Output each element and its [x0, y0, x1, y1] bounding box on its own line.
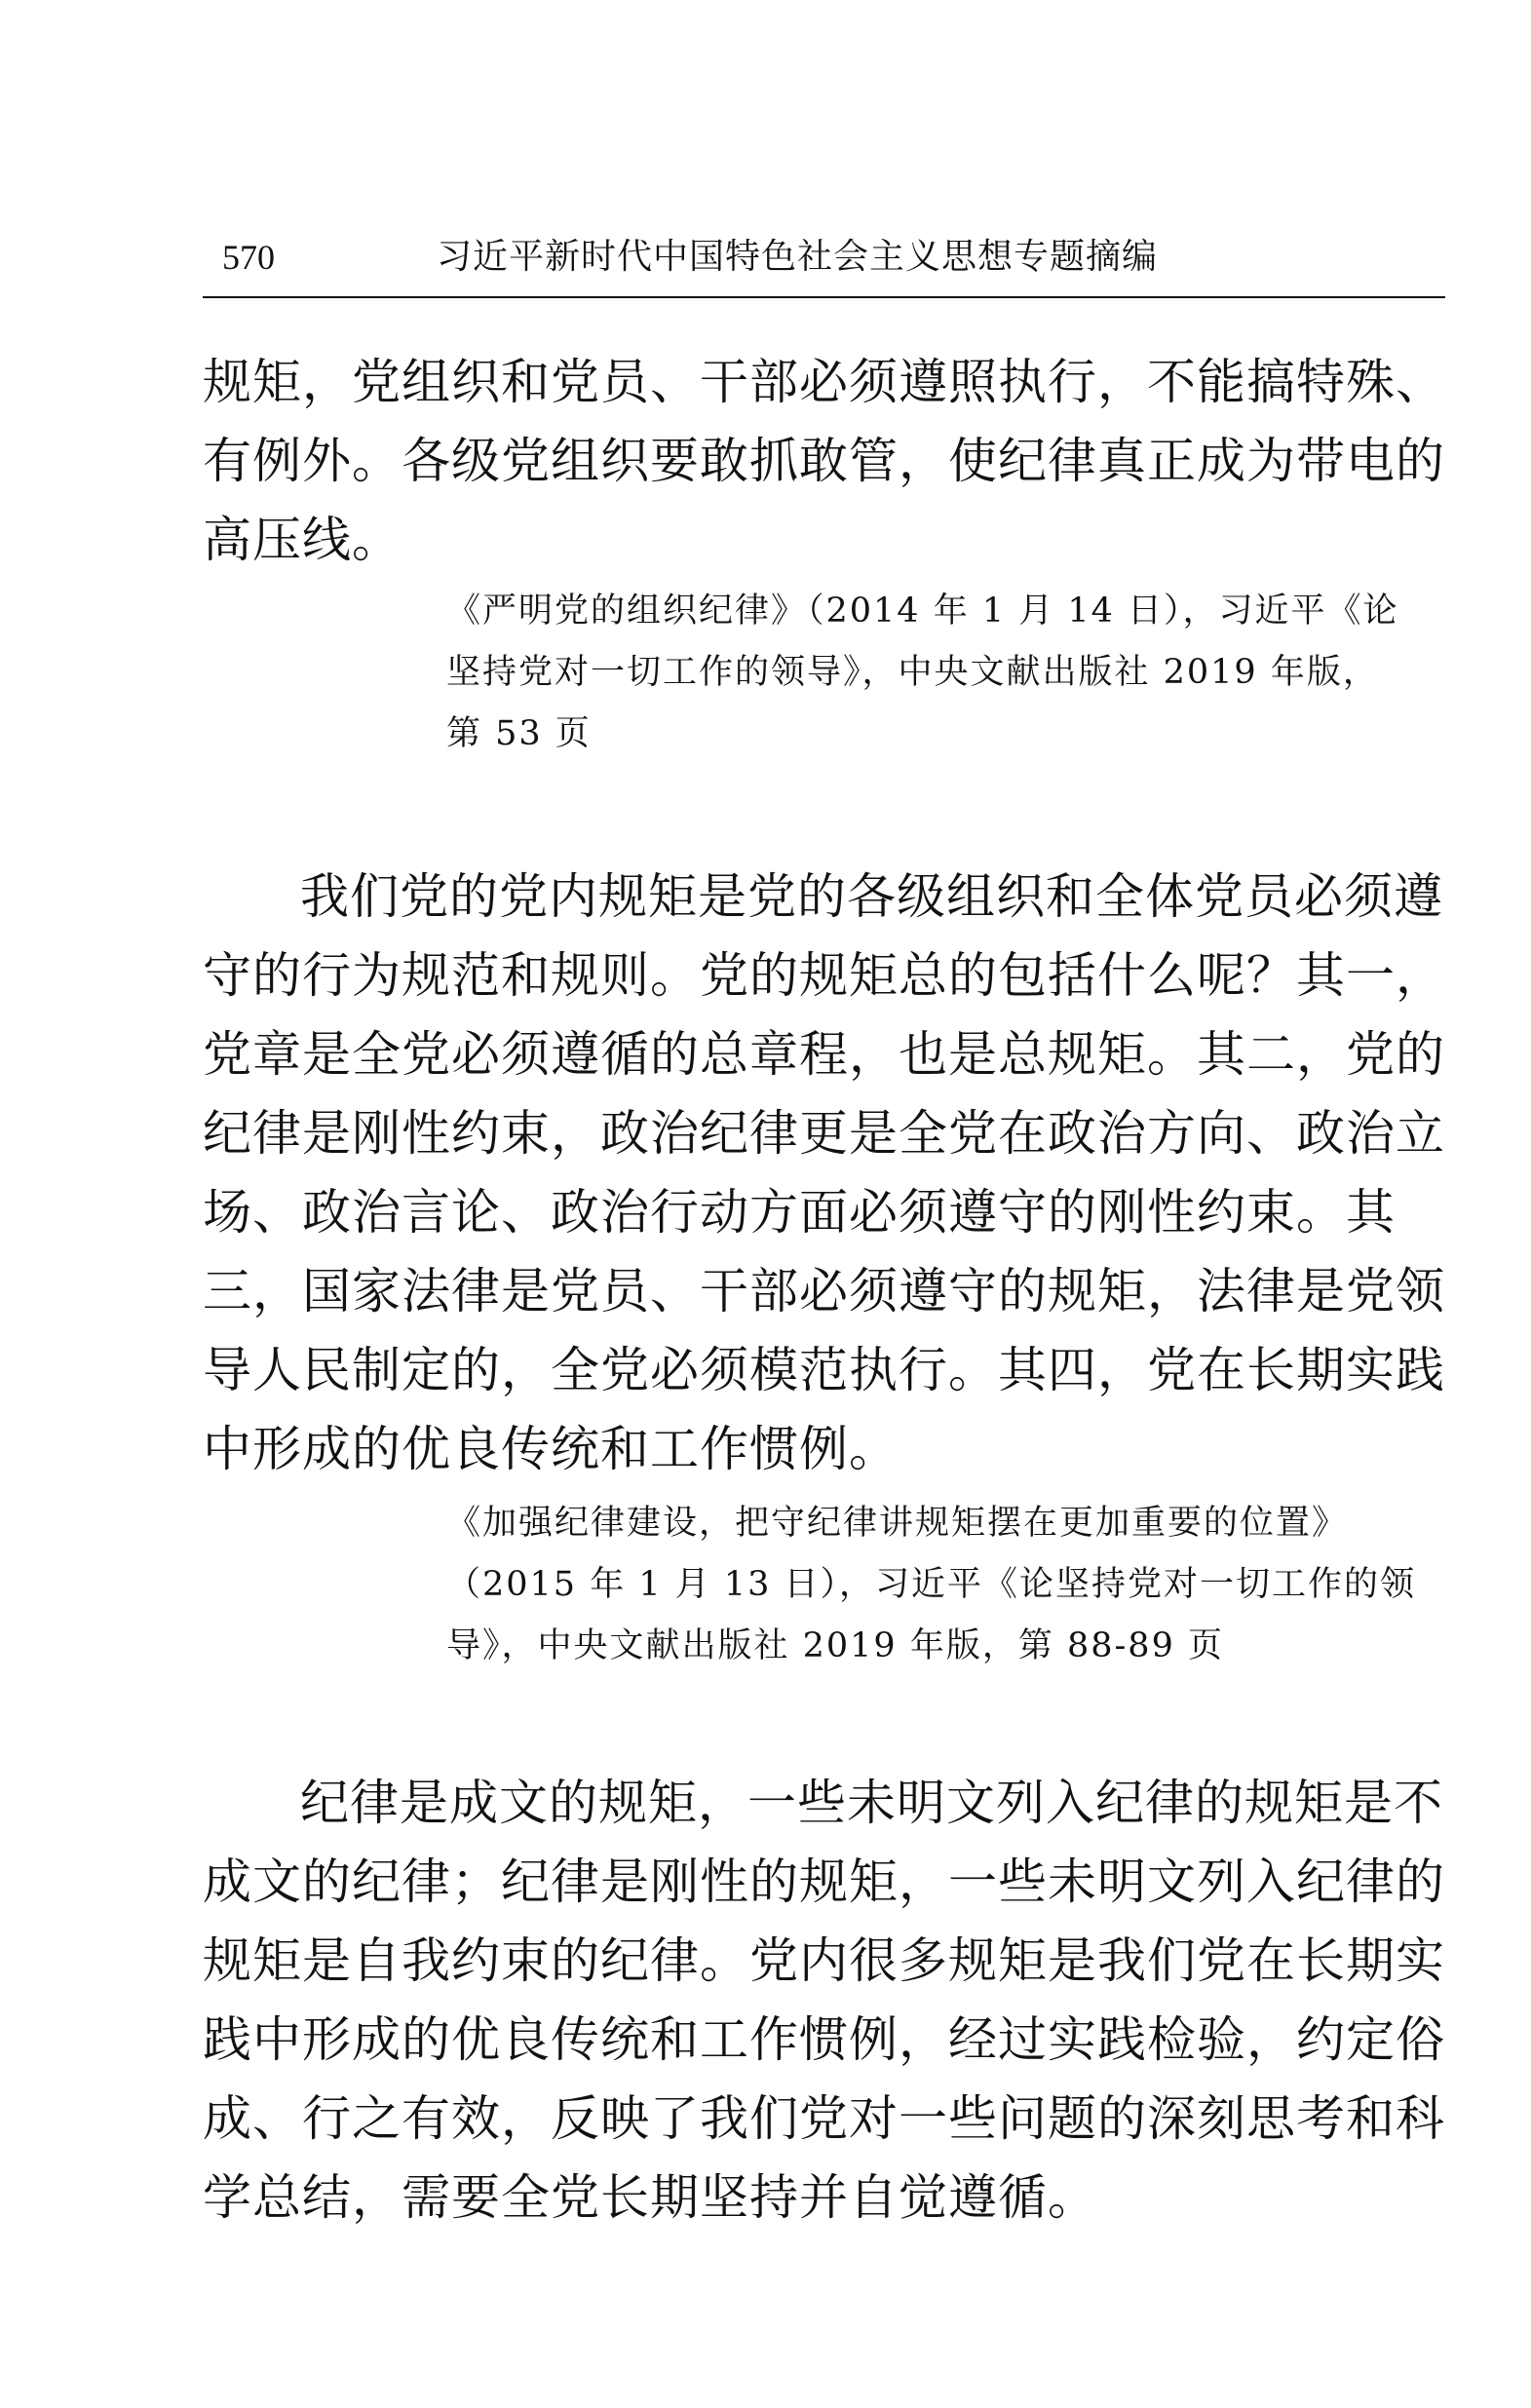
paragraph-line: 守的行为规范和规则。党的规矩总的包括什么呢？其一，: [203, 947, 1445, 1004]
citation-2: [446, 1493, 1445, 1677]
paragraph-line: 导人民制定的，全党必须模范执行。其四，党在长期实践: [203, 1342, 1445, 1398]
paragraph-line: 我们党的党内规矩是党的各级组织和全体党员必须遵: [300, 868, 1443, 925]
paragraph-line: 规矩是自我约束的纪律。党内很多规矩是我们党在长期实: [203, 1932, 1445, 1989]
paragraph-line: 成、行之有效，反映了我们党对一些问题的深刻思考和科: [203, 2090, 1445, 2147]
paragraph-2: [203, 858, 1445, 1489]
citation-line: 导》，中央文献出版社 2019 年版，第 88-89 页: [446, 1626, 1224, 1665]
paragraph-line: 学总结，需要全党长期坚持并自觉遵循。: [203, 2169, 1097, 2226]
citation-line: 第 53 页: [446, 714, 592, 753]
page-number: 570: [222, 238, 275, 277]
paragraph-1: [203, 343, 1445, 580]
citation-line: 坚持党对一切工作的领导》，中央文献出版社 2019 年版，: [446, 653, 1379, 692]
paragraph-line: 践中形成的优良传统和工作惯例，经过实践检验，约定俗: [203, 2011, 1445, 2068]
citation-line: 《严明党的组织纪律》（2014 年 1 月 14 日），习近平《论: [446, 592, 1399, 631]
paragraph-line: 党章是全党必须遵循的总章程，也是总规矩。其二，党的: [203, 1026, 1445, 1083]
paragraph-line: 纪律是成文的规矩，一些未明文列入纪律的规矩是不: [300, 1775, 1443, 1831]
paragraph-line: 纪律是刚性约束，政治纪律更是全党在政治方向、政治立: [203, 1105, 1445, 1162]
paragraph-line: 中形成的优良传统和工作惯例。: [203, 1421, 899, 1477]
paragraph-line: 成文的纪律；纪律是刚性的规矩，一些未明文列入纪律的: [203, 1854, 1445, 1910]
paragraph-line: 规矩，党组织和党员、干部必须遵照执行，不能搞特殊、: [203, 354, 1445, 410]
citation-line: 《加强纪律建设，把守纪律讲规矩摆在更加重要的位置》: [446, 1504, 1349, 1543]
paragraph-line: 场、政治言论、政治行动方面必须遵守的刚性约束。其: [203, 1184, 1396, 1241]
citation-1: [446, 581, 1445, 765]
paragraph-line: 三，国家法律是党员、干部必须遵守的规矩，法律是党领: [203, 1263, 1445, 1319]
paragraph-line: 高压线。: [203, 512, 402, 568]
page-header: [203, 232, 1445, 298]
paragraph-line: 有例外。各级党组织要敢抓敢管，使纪律真正成为带电的: [203, 433, 1445, 489]
running-title: 习近平新时代中国特色社会主义思想专题摘编: [437, 237, 1159, 277]
paragraph-3: [203, 1764, 1445, 2237]
citation-line: （2015 年 1 月 13 日），习近平《论坚持党对一切工作的领: [446, 1565, 1417, 1604]
